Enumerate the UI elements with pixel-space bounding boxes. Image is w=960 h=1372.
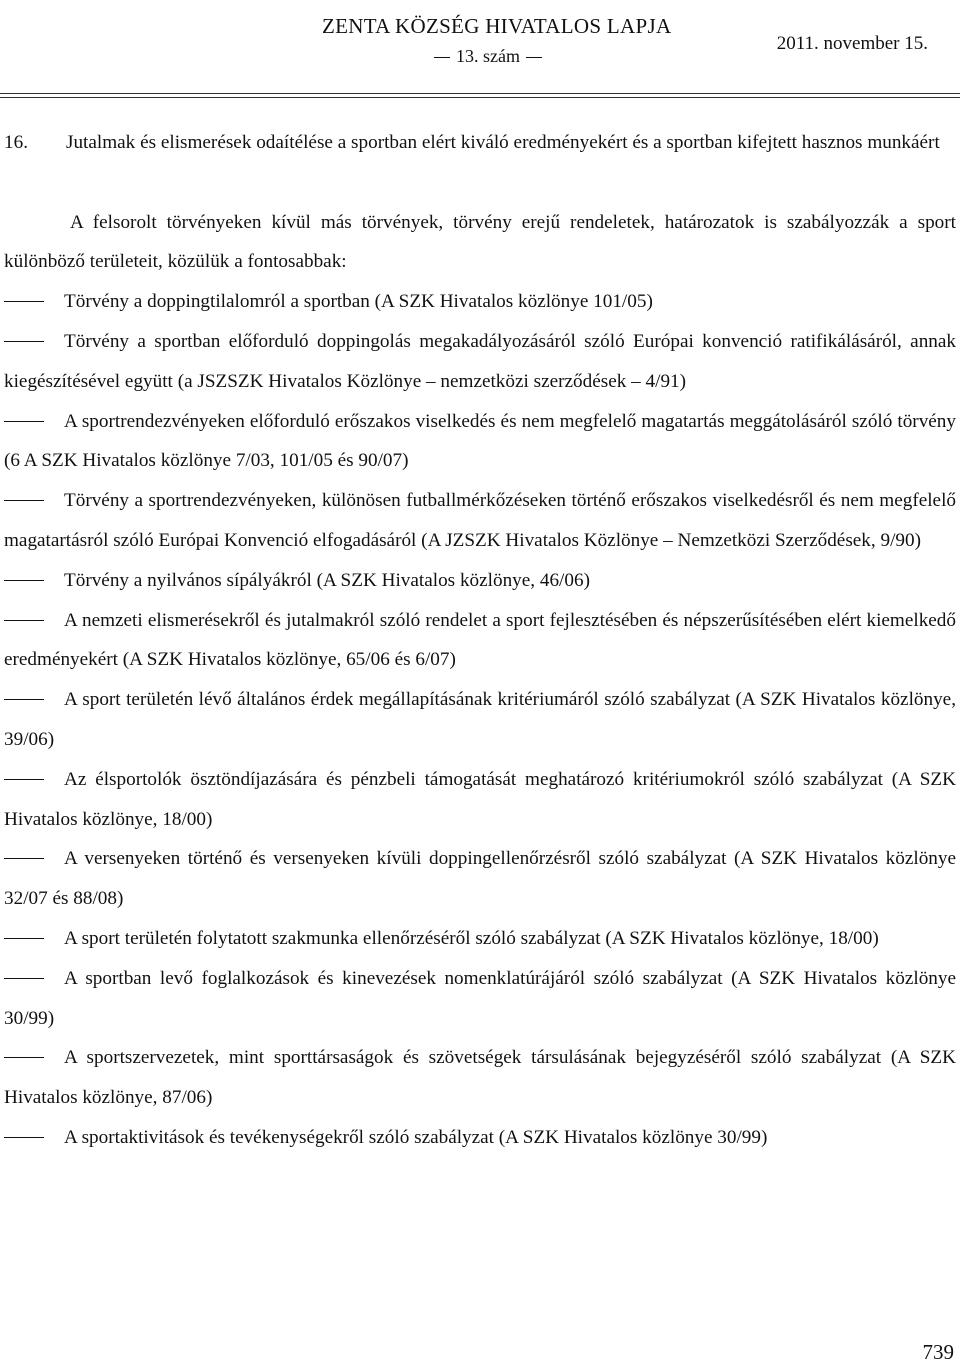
gazette-title: ZENTA KÖZSÉG HIVATALOS LAPJA (322, 14, 672, 38)
law-item (4, 680, 956, 760)
issue-number-text: 13. szám (456, 46, 520, 66)
dash-bullet (4, 580, 44, 581)
law-item (4, 959, 956, 1039)
dash-bullet (4, 1057, 44, 1058)
section-title: Jutalmak és elismerések odaítélése a sportban elért kiváló eredményekért és a sportban kifejtett hasznos munkáért (66, 132, 940, 153)
dash-bullet (4, 938, 44, 939)
dash-bullet (4, 858, 44, 859)
header-rule-bottom (0, 97, 960, 98)
law-item (4, 561, 956, 601)
issue-date: 2011. november 15. (776, 33, 928, 54)
law-text: Törvény a sportrendezvényeken, különösen futballmérkőzéseken történő erőszakos viselkedésről és nem megfelelő magatartásról szóló Európai Konvenció elfogadásáról (A JZSZK Hivatalos Közlönye – Nemzetközi Szerződések, 9/90) (4, 490, 956, 551)
law-list (4, 282, 956, 1158)
law-item (4, 839, 956, 919)
dash-bullet (4, 620, 44, 621)
law-item (4, 760, 956, 840)
law-text: Törvény a sportban előforduló doppingolás megakadályozásáról szóló Európai konvenció ratifikálásáról, annak kiegészítésével együtt (a JSZSZK Hivatalos Közlönye – nemzetközi szerződések – 4/91) (4, 330, 956, 392)
law-item (4, 481, 956, 561)
law-text: A sport területén lévő általános érdek megállapításának kritériumáról szóló szabályzat (A SZK Hivatalos közlönye, 39/06) (4, 689, 956, 750)
law-text: Törvény a doppingtilalomról a sportban (A SZK Hivatalos közlönye 101/05) (64, 291, 653, 313)
law-text: A versenyeken történő és versenyeken kívüli doppingellenőrzésről szóló szabályzat (A SZK Hivatalos közlönye 32/07 és 88/08) (4, 848, 956, 910)
law-text: A sport területén folytatott szakmunka ellenőrzéséről szóló szabályzat (A SZK Hivatalos közlönye, 18/00) (64, 927, 879, 949)
page-number: 739 (922, 1340, 954, 1364)
dash-bullet (4, 978, 44, 979)
law-item (4, 919, 956, 959)
law-text: A sportszervezetek, mint sporttársaságok és szövetségek társulásának bejegyzéséről szóló szabályzat (A SZK Hivatalos közlönye, 87/06) (4, 1047, 956, 1109)
section-heading (4, 123, 956, 163)
law-item (4, 322, 956, 402)
law-text: A sportrendezvényeken előforduló erőszakos viselkedés és nem megfelelő magatartás meggátolásáról szóló törvény (6 A SZK Hivatalos közlönye 7/03, 101/05 és 90/07) (4, 410, 956, 472)
law-text: A nemzeti elismerésekről és jutalmakról szóló rendelet a sport fejlesztésében és népszerűsítésében elért kiemelkedő eredményekért (A SZK Hivatalos közlönye, 65/06 és 6/07) (4, 609, 956, 671)
law-text: Törvény a nyilvános sípályákról (A SZK Hivatalos közlönye, 46/06) (64, 569, 590, 591)
dash-bullet (4, 421, 44, 422)
issue-number (428, 46, 548, 67)
document-body (4, 123, 956, 1158)
dash-bullet (4, 1137, 44, 1138)
section-number: 16. (4, 132, 28, 153)
dash-bullet (4, 341, 44, 342)
dash-left (434, 57, 450, 58)
law-text: A sportban levő foglalkozások és kinevezések nomenklatúrájáról szóló szabályzat (A SZK Hivatalos közlönye 30/99) (4, 967, 956, 1029)
dash-bullet (4, 699, 44, 700)
dash-bullet (4, 779, 44, 780)
law-text: Az élsportolók ösztöndíjazására és pénzbeli támogatását meghatározó kritériumokról szóló szabályzat (A SZK Hivatalos közlönye, 18/00) (4, 768, 956, 830)
law-item (4, 282, 956, 322)
intro-paragraph: A felsorolt törvényeken kívül más törvények, törvény erejű rendeletek, határozatok is szabályozzák a sport különböző területeit, közülük a fontosabbak: (4, 211, 956, 273)
page-header (0, 0, 960, 100)
law-item (4, 1118, 956, 1158)
header-rule-top (0, 93, 960, 94)
law-item (4, 1038, 956, 1118)
dash-bullet (4, 500, 44, 501)
dash-right (526, 57, 542, 58)
law-item (4, 601, 956, 681)
law-text: A sportaktivitások és tevékenységekről szóló szabályzat (A SZK Hivatalos közlönye 30/99) (64, 1126, 768, 1148)
law-item (4, 402, 956, 482)
dash-bullet (4, 301, 44, 302)
